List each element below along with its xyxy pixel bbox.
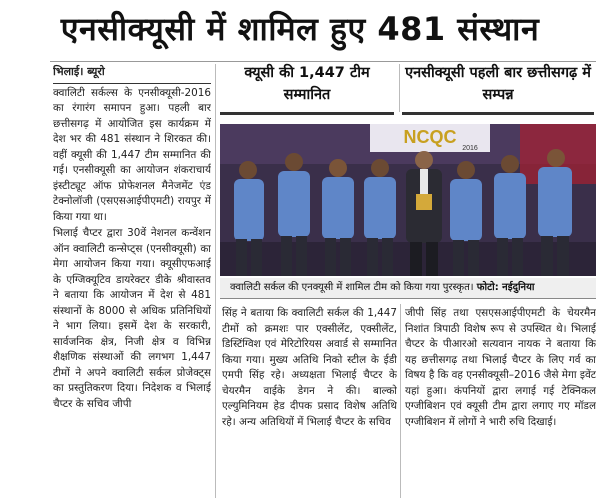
dateline-wrap <box>53 64 211 84</box>
subhead-first-time-chhattisgarh: एनसीक्यूसी पहली बार छत्तीसगढ़ में सम्पन्न <box>402 62 594 115</box>
column-divider-2 <box>399 64 400 112</box>
column-2 <box>222 306 397 498</box>
col1-paragraph-2: भिलाई चैप्टर द्वारा 30वें नेशनल कन्वेंशन ऑन क्वालिटी कन्सेप्ट्स (एनसीक्यूसी) का मेगा आयोजन किया गया। क्यूसीएफआई के एग्जिक्यूटिव डायरेक्टर डीके श्रीवास्तव ने बताया कि आयोजन में देश से 481 संस्थानों के 8000 से अधिक प्रतिनिधियों ने भाग लिया। इसमें देश के सरकारी, सार्वजनिक क्षेत्र, निजी क्षेत्र व विभिन्न शैक्षणिक संस्थाओं की लगभग 1,447 टीमों ने अपने क्वालिटी सर्कल प्रोजेक्ट्स का प्रस्तुतिकरण दिया। निदेशक व भिलाई चैप्टर के सचिव जीपी <box>53 227 211 410</box>
caption-text: क्वालिटी सर्कल की एनक्यूसी में शामिल टीम को किया गया पुरस्कृत। <box>230 282 474 293</box>
col3-paragraph: जीपी सिंह तथा एसएसआईपीएमटी के चेयरमैन निशांत त्रिपाठी विशेष रूप से उपस्थित थे। भिलाई चैप्टर के पीआरओ सत्यवान नायक ने बताया कि यह छत्तीसगढ़ तथा भिलाई चैप्टर के लिए गर्व का विषय है कि वह एनसीक्यूसी–2016 जैसे मेगा इवेंट यहां हुआ। कंपनियों द्वारा लगाई गई टेक्निकल एग्जीबिशन एवं क्यूसी टीम द्वारा लगाए गए मॉडल एग्जीबिशन में लोगों ने भारी रुचि दिखाई। <box>405 307 596 428</box>
column-3 <box>405 306 596 498</box>
col2-paragraph: सिंह ने बताया कि क्वालिटी सर्कल की 1,447 टीमों को क्रमशः पार एक्सीलेंट, एक्सीलेंट, डिस्टिंग्विश एवं मेरिटोरियस अवार्ड से सम्मानित किया गया। मुख्य अतिथि निको स्टील के ईडी एमपी सिंह रहे। अध्यक्षता भिलाई चैप्टर के चेयरमैन वाईके डेगन ने की। बाल्को एल्युमिनियम हेड दीपक प्रसाद विशेष अतिथि रहे। अन्य अतिथियों में भिलाई चैप्टर के सचिव <box>222 307 397 428</box>
headline: एनसीक्यूसी में शामिल हुए 481 संस्थान <box>60 10 540 48</box>
photo-credit: फोटो: नईदुनिया <box>476 282 535 293</box>
column-divider-1 <box>215 64 216 498</box>
column-1 <box>53 64 211 498</box>
photo-caption <box>220 278 596 299</box>
col1-paragraph-1: क्वालिटी सर्कल्स के एनसीक्यूसी-2016 का रंगारंग समापन हुआ। पहली बार छत्तीसगढ़ में आयोजित इस कार्यक्रम में देश भर की 481 संस्थान ने शिरकत की। वहीं क्यूसी की 1,447 टीम सम्मानित की गई। एनसीक्यूसी का आयोजन शंकराचार्य इंस्टीट्यूट ऑफ प्रोफेशनल मैनेजमेंट एंड टेक्नोलॉजी (एसएसआईपीएमटी) रायपुर में किया गया था। <box>53 86 211 223</box>
news-photo <box>220 124 596 276</box>
banner-text: NCQC <box>403 127 457 147</box>
award-photo-illustration <box>220 124 596 276</box>
trophy-icon <box>416 194 432 210</box>
dateline: भिलाई। ब्यूरो <box>53 65 105 78</box>
banner-year: 2016 <box>462 145 478 152</box>
subhead-teams-honoured: क्यूसी की 1,447 टीम सम्मानित <box>220 62 394 115</box>
column-divider-3 <box>400 304 401 498</box>
